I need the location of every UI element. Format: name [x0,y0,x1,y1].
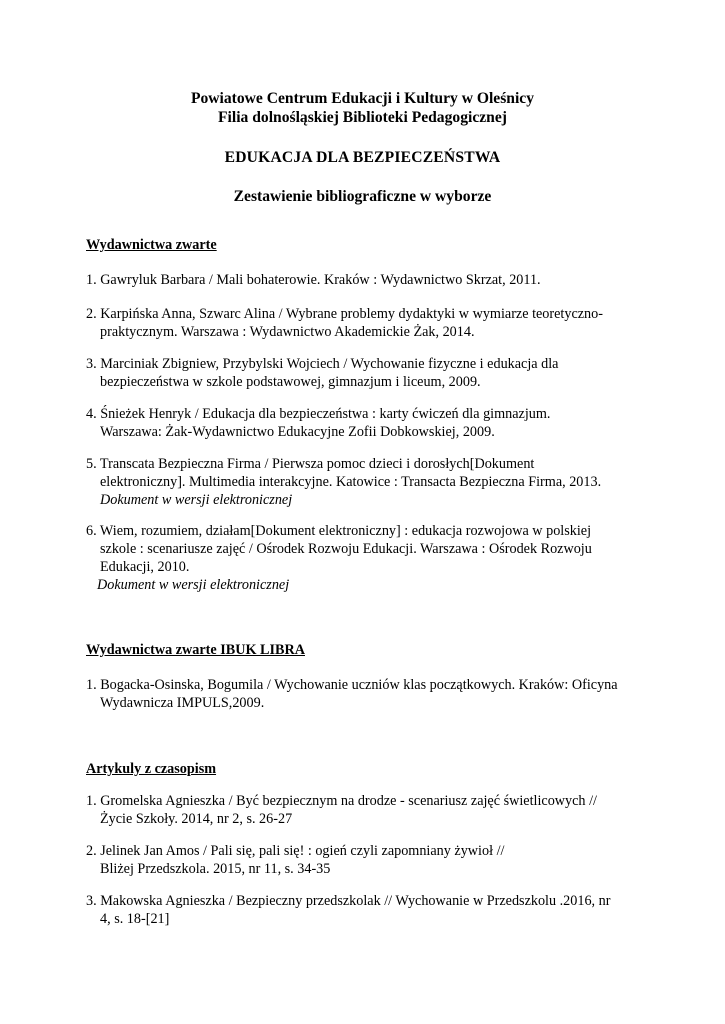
section-title-ibuk-libra: Wydawnictwa zwarte IBUK LIBRA [86,642,305,658]
document-title: EDUKACJA DLA BEZPIECZEŃSTWA [224,149,501,166]
entry-line: 1. Bogacka-Osinska, Bogumila / Wychowanie uczniów klas początkowych. Kraków: Oficyna [86,677,618,693]
entry-line: Bliżej Przedszkola. 2015, nr 11, s. 34-35 [100,861,331,877]
entry-line: Życie Szkoły. 2014, nr 2, s. 26-27 [100,811,293,827]
entry-line: Warszawa: Żak-Wydawnictwo Edukacyjne Zofii Dobkowskiej, 2009. [100,424,495,440]
bibliography-entry [86,676,646,712]
entry-note: Dokument w wersji elektronicznej [100,492,293,508]
bibliography-entry [86,892,646,928]
section-title-monographs: Wydawnictwa zwarte [86,237,217,253]
entry-note: Dokument w wersji elektronicznej [97,577,290,593]
entry-line: 4, s. 18-[21] [100,911,170,927]
entry-line: 6. Wiem, rozumiem, działam[Dokument elektroniczny] : edukacja rozwojowa w polskiej [86,523,592,539]
entry-line: Wydawnicza IMPULS,2009. [100,695,265,711]
entry-line: Edukacji, 2010. [100,559,190,575]
entry-line: 1. Gawryluk Barbara / Mali bohaterowie. Kraków : Wydawnictwo Skrzat, 2011. [86,272,541,288]
entry-line: elektroniczny]. Multimedia interakcyjne. Katowice : Transacta Bezpieczna Firma, 2013. [100,474,602,490]
entry-line: bezpieczeństwa w szkole podstawowej, gimnazjum i liceum, 2009. [100,374,481,390]
entry-line: praktycznym. Warszawa : Wydawnictwo Akademickie Żak, 2014. [100,324,475,340]
entry-line: 2. Karpińska Anna, Szwarc Alina / Wybrane problemy dydaktyki w wymiarze teoretyczno- [86,306,603,322]
institution-name: Powiatowe Centrum Edukacji i Kultury w Oleśnicy [190,90,535,107]
bibliography-entry [86,522,646,594]
section-title-articles: Artykuly z czasopism [86,761,217,777]
bibliography-entry [86,355,646,391]
document-subtitle: Zestawienie bibliograficzne w wyborze [233,188,492,205]
entry-line: 3. Marciniak Zbigniew, Przybylski Wojciech / Wychowanie fizyczne i edukacja dla [86,356,559,372]
bibliography-entry [86,305,646,341]
entry-line: 1. Gromelska Agnieszka / Być bezpiecznym na drodze - scenariusz zajęć świetlicowych // [86,793,597,809]
bibliography-entry [86,455,646,509]
bibliography-entry [86,271,646,289]
entry-line: szkole : scenariusze zajęć / Ośrodek Rozwoju Edukacji. Warszawa : Ośrodek Rozwoju [100,541,592,557]
bibliography-entry [86,792,646,828]
entry-line: 2. Jelinek Jan Amos / Pali się, pali się! : ogień czyli zapomniany żywioł // [86,843,505,859]
entry-line: 4. Śnieżek Henryk / Edukacja dla bezpieczeństwa : karty ćwiczeń dla gimnazjum. [86,406,551,422]
bibliography-entry [86,842,646,878]
entry-line: 3. Makowska Agnieszka / Bezpieczny przedszkolak // Wychowanie w Przedszkolu .2016, nr [86,893,611,909]
branch-name: Filia dolnośląskiej Biblioteki Pedagogicznej [218,109,507,126]
entry-line: 5. Transcata Bezpieczna Firma / Pierwsza pomoc dzieci i dorosłych[Dokument [86,456,535,472]
bibliography-entry [86,405,646,441]
